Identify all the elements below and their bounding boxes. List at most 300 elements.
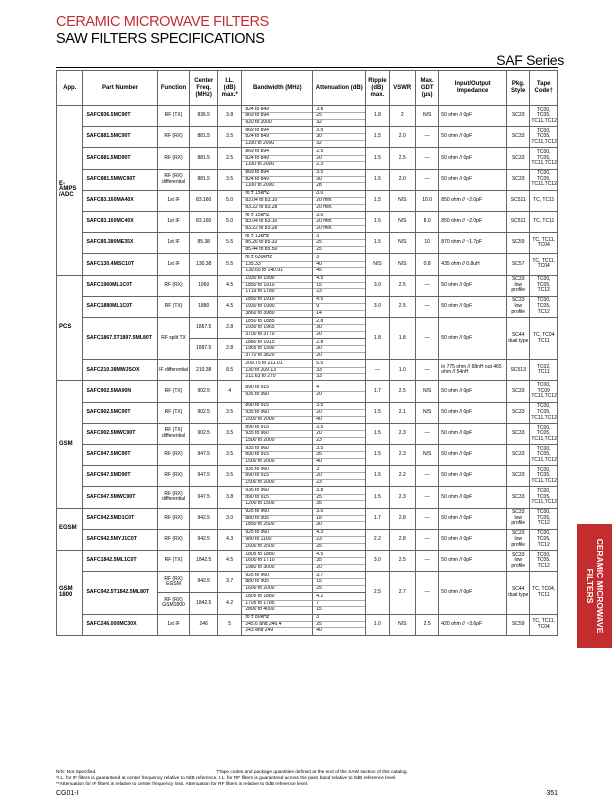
ripple: 2.2 [366, 529, 389, 550]
bandwidth-line: 824 to 849 [242, 133, 312, 140]
bandwidth-line: 1500 to 2000 [242, 437, 312, 444]
part-number: SAFC881.5MWC90T [83, 169, 157, 190]
insertion-loss: 3.0 [217, 508, 241, 529]
ripple: 1.5 [366, 148, 389, 169]
bandwidth-line: 83.22 to 83.28 [242, 225, 312, 232]
bandwidth-line: 85.44 to 85.50 [242, 246, 312, 253]
bandwidth [242, 572, 313, 593]
attenuation-line: 3 [316, 255, 320, 261]
attenuation-line: 4.5 [316, 551, 324, 557]
table-row[interactable] [57, 381, 558, 402]
function-cell: RF (RX) [157, 445, 190, 466]
attenuation-line: 4 [316, 385, 320, 391]
vswr: 2.8 [389, 508, 415, 529]
tape-code: TC00, TC05, TC12 [530, 275, 558, 296]
bandwidth [242, 211, 313, 232]
ripple: 1.5 [366, 466, 389, 487]
bandwidth [242, 508, 313, 529]
bandwidth-line: 925 to 960 [245, 509, 269, 515]
bandwidth-line: 935 to 960 [245, 445, 269, 451]
column-header: Input/Output Impedance [439, 71, 507, 106]
attenuation-line: 2.3 [313, 161, 365, 168]
insertion-loss: 3.5 [217, 127, 241, 148]
ripple: 1.8 [366, 106, 389, 127]
bandwidth-line: 980 to 1100 [242, 536, 312, 543]
attenuation-line: 20 [313, 155, 365, 162]
attenuation [313, 614, 366, 635]
bandwidth-line: 83.04 to 83.10 [242, 197, 312, 204]
impedance: 50 ohm // 0pF [439, 317, 507, 359]
ripple: 1.7 [366, 381, 389, 402]
insertion-loss: 5.0 [217, 190, 241, 211]
center-freq: 947.5 [190, 466, 218, 487]
attenuation-line: 15 [313, 282, 365, 289]
package-style: SC33 low profile [507, 529, 530, 550]
vswr: 2.0 [389, 169, 415, 190]
vswr: 2.0 [389, 127, 415, 148]
tape-code: TC00, TC05, TC11,TC12 [530, 445, 558, 466]
table-row[interactable] [57, 169, 558, 190]
gdt: — [416, 466, 439, 487]
series-title: SAF Series [496, 52, 564, 68]
attenuation-line: 25 [313, 621, 365, 628]
column-header: Attenuation (dB) [313, 71, 366, 106]
center-freq: 1960 [190, 275, 218, 296]
table-row[interactable] [57, 487, 558, 508]
attenuation-line: 33 [313, 373, 365, 380]
attenuation [313, 339, 366, 360]
tape-code: TC00, TC05, TC11,TC12 [530, 148, 558, 169]
function-cell: 1st IF [157, 614, 190, 635]
tape-code: TC, TC11, TC04 [530, 614, 558, 635]
ripple: 3.0 [366, 296, 389, 317]
app-cell: EGSM [57, 508, 83, 550]
tape-code: TC00, TC05, TC12 [530, 550, 558, 571]
function-cell: RF (TX) differential [157, 423, 190, 444]
part-number: SAFC947.5MC90T [83, 445, 157, 466]
tape-code: TC, TC04 TC11 [530, 317, 558, 359]
part-number: SAFC210.38MWJSOX [83, 360, 157, 381]
attenuation-line: 30 [313, 345, 365, 352]
bandwidth-line: 869 to 894 [245, 149, 269, 155]
bandwidth [242, 487, 313, 508]
function-cell: RF (RX) [157, 508, 190, 529]
bandwidth-line: 83.04 to 83.10 [242, 218, 312, 225]
impedance: 50 ohm // 0pF [439, 508, 507, 529]
attenuation [313, 190, 366, 211]
bandwidth [242, 550, 313, 571]
attenuation-line: 30 [313, 521, 365, 528]
table-row[interactable] [57, 233, 558, 254]
attenuation [313, 445, 366, 466]
tape-code: TC00, TC05, TC11,TC12 [530, 402, 558, 423]
attenuation-line: 35 [313, 500, 365, 507]
attenuation-line: 3.8 [316, 106, 324, 112]
attenuation [313, 127, 366, 148]
attenuation-line: 4.3 [316, 530, 324, 536]
insertion-loss: 3.5 [217, 402, 241, 423]
attenuation-line: 9 [313, 303, 365, 310]
ripple: 1.5 [366, 211, 389, 232]
vswr: N/S [389, 233, 415, 254]
attenuation-line: 40 [313, 416, 365, 423]
bandwidth-line: 935 to 960 [245, 466, 269, 472]
attenuation-line: 5.0 [316, 360, 324, 366]
bandwidth-line: 1600 to 2500 [242, 543, 312, 550]
impedance: 850 ohm // ~2.0pF [439, 211, 507, 232]
package-style: SC57 [507, 254, 530, 275]
vswr: 2.2 [389, 466, 415, 487]
column-header: Part Number [83, 71, 157, 106]
bandwidth-line: 1100 to 2000 [242, 161, 312, 168]
vswr: N/S [389, 254, 415, 275]
attenuation-line: 25 [313, 239, 365, 246]
insertion-loss: 5.5 [217, 233, 241, 254]
function-cell: 1st IF [157, 190, 190, 211]
tape-code: TC00, TC05, TC11,TC12 [530, 106, 558, 127]
attenuation-line: 3.5 [316, 445, 324, 451]
tape-code: TC, TC11 [530, 190, 558, 211]
insertion-loss: 4.5 [217, 550, 241, 571]
gdt: N/S [416, 381, 439, 402]
tape-code: TC00, TC05, TC11,TC12 [530, 127, 558, 148]
function-cell: RF (TX) [157, 381, 190, 402]
attenuation-line: 4.5 [316, 276, 324, 282]
bandwidth-line: 925 to 960 [245, 572, 269, 578]
attenuation-line: 20 min. [313, 197, 365, 204]
page-title: SAW FILTERS SPECIFICATIONS [56, 31, 265, 47]
attenuation [313, 466, 366, 487]
center-freq: 83.160 [190, 211, 218, 232]
tape-code: TC00, TC05, TC12 [530, 529, 558, 550]
bandwidth-line: 1500 to 2000 [242, 458, 312, 465]
table-row[interactable] [57, 572, 558, 593]
vswr: N/S [389, 614, 415, 635]
bandwidth-line: 139.65 to 140.91 [242, 267, 312, 274]
bandwidth [242, 529, 313, 550]
attenuation-line: 23 [313, 288, 365, 295]
attenuation-line: 40 [313, 627, 365, 634]
table-row[interactable] [57, 211, 558, 232]
insertion-loss: 4.5 [217, 275, 241, 296]
impedance: 50 ohm // 0pF [439, 550, 507, 571]
bandwidth-line: 935 to 960 [242, 409, 312, 416]
footnote-attenuation: **Attenuation for IF filters is relative to center frequency loss. Attenuation for RF filters is relative to 0dB reference level. [56, 781, 309, 787]
bandwidth-line: 824 to 849 [242, 176, 312, 183]
gdt: 0.8 [416, 254, 439, 275]
bandwidth [242, 339, 313, 360]
bandwidth-line: 880 to 905 [242, 578, 312, 585]
bandwidth-line: 1850 to 2500 [242, 521, 312, 528]
center-freq: 947.5 [190, 445, 218, 466]
part-number: SAFC942.5MD1C0T [83, 508, 157, 529]
table-row[interactable] [57, 275, 558, 296]
tape-code: TC, TC11, TC04 [530, 233, 558, 254]
insertion-loss: 4 [217, 381, 241, 402]
center-freq: 1867.5 [190, 317, 218, 338]
center-freq: 1897.5 [190, 339, 218, 360]
vswr: 1.8 [389, 317, 415, 359]
bandwidth-line: 3700 to 3770 [242, 331, 312, 338]
package-style: SC33 [507, 148, 530, 169]
attenuation-line: 3.5 [316, 127, 324, 133]
attenuation [313, 233, 366, 254]
attenuation-line: 40 [313, 458, 365, 465]
impedance: 50 ohm // 0pF [439, 275, 507, 296]
gdt: — [416, 127, 439, 148]
gdt: — [416, 296, 439, 317]
bandwidth-line: 1850 to 1910 [242, 282, 312, 289]
bandwidth [242, 169, 313, 190]
bandwidth-line: 1980 to 3000 [242, 564, 312, 571]
center-freq: 942.5 [190, 572, 218, 593]
insertion-loss: 4.3 [217, 529, 241, 550]
attenuation-line: 15 [313, 606, 365, 613]
ripple: 1.5 [366, 487, 389, 508]
attenuation-line: 20 [313, 352, 365, 359]
bandwidth-line: 1850 to 1910 [245, 297, 275, 303]
vswr: 2.5 [389, 550, 415, 571]
vswr: 2.7 [389, 572, 415, 614]
bandwidth-line: 1930 to 1965 [242, 324, 312, 331]
attenuation-line: 33 [313, 367, 365, 374]
insertion-loss: 3.7 [217, 572, 241, 593]
table-row[interactable] [57, 614, 558, 635]
ripple: 1.5 [366, 190, 389, 211]
gdt: 10 [416, 233, 439, 254]
part-number: SAFC130.4MSC10T [83, 254, 157, 275]
table-row[interactable] [57, 466, 558, 487]
tape-code: TC00, TC05, TC12 [530, 296, 558, 317]
vswr: 2.1 [389, 402, 415, 423]
insertion-loss: 2.8 [217, 339, 241, 360]
bandwidth-line: 890 to 915 [245, 385, 269, 391]
ripple: 1.5 [366, 423, 389, 444]
side-tab-label: CERAMIC MICROWAVE FILTERS [584, 538, 605, 634]
bandwidth-line: 1200 to 1500 [242, 500, 312, 507]
function-cell: RF (TX) [157, 402, 190, 423]
part-number: SAFC83.160MC40X [83, 211, 157, 232]
attenuation-line: 3.0 [316, 509, 324, 515]
attenuation-line: 25 [313, 494, 365, 501]
bandwidth [242, 233, 313, 254]
attenuation-line: 14 [313, 310, 365, 317]
table-row[interactable] [57, 317, 558, 338]
vswr: 2.5 [389, 275, 415, 296]
package-style: SC33 [507, 423, 530, 444]
tape-code: TC00, TC05, TC12 [530, 508, 558, 529]
attenuation-line: 25 [313, 585, 365, 592]
bandwidth-line: 890 to 915 [245, 424, 269, 430]
vswr: 2 [389, 106, 415, 127]
attenuation [313, 550, 366, 571]
table-row[interactable] [57, 529, 558, 550]
package-style: SC44 dual type [507, 572, 530, 614]
part-number: SAFC902.5MA90N [83, 381, 157, 402]
table-row[interactable] [57, 106, 558, 127]
table-row[interactable] [57, 550, 558, 571]
vswr: 2.8 [389, 529, 415, 550]
bandwidth-line: 83.22 to 83.28 [242, 204, 312, 211]
function-cell: RF (RX) [157, 148, 190, 169]
package-style: SC33 [507, 169, 530, 190]
impedance: 50 ohm // 0pF [439, 148, 507, 169]
impedance: 50 ohm // 0pF [439, 445, 507, 466]
table-row[interactable] [57, 127, 558, 148]
table-row[interactable] [57, 148, 558, 169]
attenuation-line: 15 [313, 578, 365, 585]
table-row[interactable] [57, 190, 558, 211]
attenuation-line: 20 min. [313, 204, 365, 211]
gdt: — [416, 550, 439, 571]
package-style: SC513 [507, 360, 530, 381]
attenuation [313, 593, 366, 614]
ripple: 1.8 [366, 317, 389, 359]
bandwidth [242, 466, 313, 487]
bandwidth-line: 1600 to 2000 [242, 585, 312, 592]
function-cell: RF (RX) differential [157, 169, 190, 190]
attenuation [313, 508, 366, 529]
bandwidth-line: 245.6 and 246.4 [242, 621, 312, 628]
vswr: 2.3 [389, 423, 415, 444]
bandwidth [242, 423, 313, 444]
insertion-loss: 2.8 [217, 317, 241, 338]
footnote-il: *I.L. for IF filters is guaranteed at center frequency relative to 0dB reference. I.L. for RF filters is guaranteed across the pass band relative to 0dB reference level. [56, 776, 397, 781]
bandwidth-line: 1805 to 1880 [245, 594, 275, 600]
attenuation [313, 572, 366, 593]
attenuation [313, 106, 366, 127]
gdt: — [416, 275, 439, 296]
attenuation-line: 40 [313, 261, 365, 268]
part-number: SAFC1880ML1C0T [83, 296, 157, 317]
attenuation-line: 28 [313, 182, 365, 189]
vswr: 2.3 [389, 487, 415, 508]
function-cell: RF (RX) [157, 466, 190, 487]
function-cell: 1st IF [157, 211, 190, 232]
bandwidth-line: 130 to 209.13 [242, 367, 312, 374]
part-number: SAFC1960ML1C0T [83, 275, 157, 296]
section-side-tab[interactable] [577, 524, 612, 648]
tape-code: TC00, TC05, TC11,TC12 [530, 423, 558, 444]
package-style: SC33 [507, 466, 530, 487]
tape-code: TC00, TC09 TC11,TC12 [530, 381, 558, 402]
bandwidth-line: 3770 to 3820 [242, 352, 312, 359]
bandwidth-line: 925 to 960 [245, 530, 269, 536]
function-cell: RF (TX) [157, 296, 190, 317]
bandwidth-line: 869 to 894 [245, 170, 269, 176]
table-row[interactable] [57, 508, 558, 529]
attenuation-line: 3.8 [316, 488, 324, 494]
center-freq: 210.38 [190, 360, 218, 381]
table-row[interactable] [57, 296, 558, 317]
insertion-loss: 3.8 [217, 487, 241, 508]
bandwidth-line: 211.63 to 270 [242, 373, 312, 380]
bandwidth [242, 317, 313, 338]
attenuation-line: 20 [313, 331, 365, 338]
table-row[interactable] [57, 254, 558, 275]
part-number: SAFC942.5MYJ1C0T [83, 529, 157, 550]
bandwidth [242, 360, 313, 381]
part-number: SAFC1867.5T1897.5ML80T [83, 317, 157, 359]
function-cell: RF (RX) GSM1800 [157, 593, 190, 614]
ripple: 3.0 [366, 550, 389, 571]
vswr: 2.5 [389, 148, 415, 169]
table-row[interactable] [57, 360, 558, 381]
attenuation-line: 2.5 [316, 149, 324, 155]
center-freq: 902.5 [190, 381, 218, 402]
attenuation-line: 20 [313, 472, 365, 479]
attenuation [313, 487, 366, 508]
bandwidth-line: 824 to 849 [245, 106, 269, 112]
ripple: 1.5 [366, 233, 389, 254]
app-cell: PCS [57, 275, 83, 381]
impedance: 420 ohm // ~3.6pF [439, 614, 507, 635]
function-cell: RF (RX) [157, 127, 190, 148]
bandwidth-line: 1719 to 1780 [242, 288, 312, 295]
insertion-loss: 5.0 [217, 211, 241, 232]
bandwidth-line: 1805 to 1880 [245, 551, 275, 557]
center-freq: 1842.5 [190, 593, 218, 614]
insertion-loss: 4.2 [217, 593, 241, 614]
bandwidth [242, 614, 313, 635]
vswr: 1.0 [389, 360, 415, 381]
attenuation-line: 3.5 [316, 403, 324, 409]
center-freq: 881.5 [190, 127, 218, 148]
impedance: 50 ohm // 0pF [439, 296, 507, 317]
function-cell: RF (TX) [157, 550, 190, 571]
attenuation [313, 402, 366, 423]
attenuation-line: 3.0 [316, 212, 324, 218]
bandwidth [242, 190, 313, 211]
part-number: SAFC881.5MC90T [83, 127, 157, 148]
package-style: SC511 [507, 211, 530, 232]
table-row[interactable] [57, 402, 558, 423]
function-cell: IF differential [157, 360, 190, 381]
center-freq: 902.5 [190, 402, 218, 423]
bandwidth [242, 254, 313, 275]
vswr: N/S [389, 211, 415, 232]
bandwidth-line: 880 to 905 [242, 515, 312, 522]
attenuation-line: 3.5 [316, 424, 324, 430]
insertion-loss: 5 [217, 614, 241, 635]
tape-code: TC00, TC05, TC11,TC12 [530, 169, 558, 190]
center-freq: 881.5 [190, 169, 218, 190]
attenuation [313, 317, 366, 338]
tape-code: TC00, TC05, TC11,TC12 [530, 466, 558, 487]
column-header: Tape Code† [530, 71, 558, 106]
bandwidth-line: 135.33 [242, 261, 312, 268]
insertion-loss: 5.5 [217, 254, 241, 275]
attenuation-line: 3.7 [316, 572, 324, 578]
table-row[interactable] [57, 445, 558, 466]
tape-code: TC, TC11, TC04 [530, 254, 558, 275]
footnote-tape: †Tape codes and package quantities defined at the end of the SAW section of this catalog. [216, 770, 408, 775]
bandwidth [242, 402, 313, 423]
table-body [57, 106, 558, 636]
attenuation-line: 23 [313, 479, 365, 486]
package-style: SC511 [507, 190, 530, 211]
table-row[interactable] [57, 423, 558, 444]
vswr: 2.5 [389, 296, 415, 317]
attenuation [313, 360, 366, 381]
impedance: 50 ohm // 0pF [439, 169, 507, 190]
attenuation-line: 20 [313, 430, 365, 437]
bandwidth-line: 1930 to 1990 [245, 276, 275, 282]
column-header: Pkg. Style [507, 71, 530, 106]
part-number: SAFC942.5T1842.5ML80T [83, 572, 157, 614]
package-style: SC33 [507, 402, 530, 423]
gdt: — [416, 169, 439, 190]
